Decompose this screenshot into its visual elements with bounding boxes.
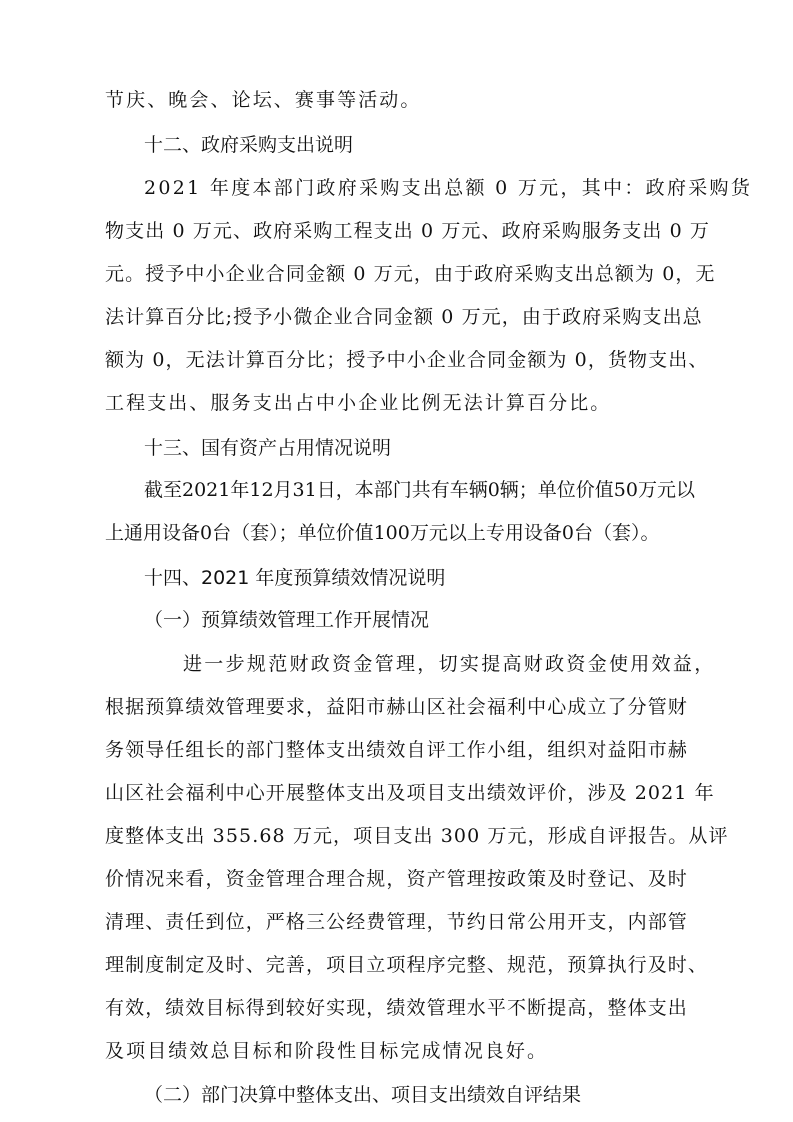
- section-13-paragraph-line: 截至2021年12月31日，本部门共有车辆0辆；单位价值50万元以: [144, 479, 695, 501]
- section-13-heading: 十三、国有资产占用情况说明: [144, 437, 392, 459]
- section-13-paragraph-line: 上通用设备0台（套）；单位价值100万元以上专用设备0台（套）。: [105, 522, 660, 544]
- section-14-sub1-paragraph-line: 及项目绩效总目标和阶段性目标完成情况良好。: [105, 1040, 549, 1062]
- section-14-sub1-paragraph-line: 根据预算绩效管理要求，益阳市赫山区社会福利中心成立了分管财: [105, 696, 688, 718]
- section-12-paragraph-line: 2021 年度本部门政府采购支出总额 0 万元，其中：政府采购货: [144, 177, 753, 199]
- section-14-sub1-paragraph-line: 务领导任组长的部门整体支出绩效自评工作小组，组织对益阳市赫: [105, 739, 688, 761]
- section-14-sub1-paragraph-line: 理制度制定及时、完善，项目立项程序完整、规范，预算执行及时、: [105, 954, 709, 976]
- section-14-sub2-heading: （二）部门决算中整体支出、项目支出绩效自评结果: [144, 1084, 582, 1106]
- section-14-sub1-paragraph-line: 清理、责任到位，严格三公经费管理，节约日常公用开支，内部管: [105, 911, 688, 933]
- section-14-sub1-heading: （一）预算绩效管理工作开展情况: [144, 609, 430, 631]
- section-14-sub1-paragraph-line: 进一步规范财政资金管理，切实提高财政资金使用效益，: [183, 653, 716, 675]
- section-12-heading: 十二、政府采购支出说明: [144, 134, 354, 156]
- section-14-sub1-paragraph-line: 山区社会福利中心开展整体支出及项目支出绩效评价，涉及 2021 年: [105, 782, 715, 804]
- section-12-paragraph-line: 元。授予中小企业合同金额 0 万元，由于政府采购支出总额为 0，无: [105, 263, 716, 285]
- section-14-sub1-paragraph-line: 价情况来看，资金管理合理合规，资产管理按政策及时登记、及时: [105, 868, 688, 890]
- section-12-paragraph-line: 额为 0，无法计算百分比；授予中小企业合同金额为 0，货物支出、: [105, 349, 709, 371]
- section-12-paragraph-line: 工程支出、服务支出占中小企业比例无法计算百分比。: [105, 392, 612, 414]
- section-14-sub1-paragraph-line: 有效，绩效目标得到较好实现，绩效管理水平不断提高，整体支出: [105, 997, 688, 1019]
- section-14-sub1-paragraph-line: 度整体支出 355.68 万元，项目支出 300 万元，形成自评报告。从评: [105, 825, 729, 847]
- section-12-paragraph-line: 法计算百分比;授予小微企业合同金额 0 万元，由于政府采购支出总: [105, 306, 703, 328]
- section-12-paragraph-line: 物支出 0 万元、政府采购工程支出 0 万元、政府采购服务支出 0 万: [105, 220, 711, 242]
- intro-line: 节庆、晚会、论坛、赛事等活动。: [105, 89, 422, 111]
- section-14-heading: 十四、2021 年度预算绩效情况说明: [144, 567, 446, 589]
